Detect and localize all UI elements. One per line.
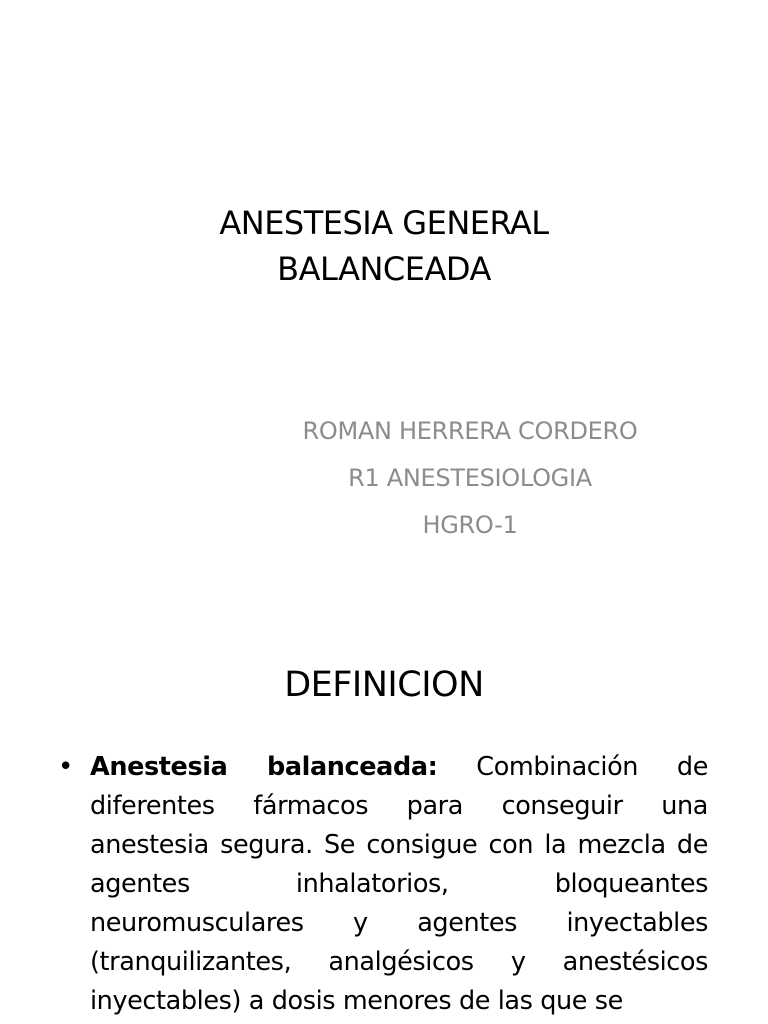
slide-title-line-2: BALANCEADA (277, 250, 491, 288)
author-institution: HGRO-1 (422, 511, 518, 539)
definition-term: Anestesia balanceada: (90, 752, 438, 782)
author-name: ROMAN HERRERA CORDERO (302, 417, 638, 445)
definition-heading: DEFINICION (284, 665, 484, 705)
definition-body: Combinación de diferentes fármacos para conseguir una anestesia segura. Se consigue con la mezcla de agentes inhalatorios, bloqueantes neuromusculares y agentes inyectables (tranquilizantes, analgésicos y anestésicos inyectables) a dosis menores de las que se (90, 752, 708, 1016)
slide-title-line-1: ANESTESIA GENERAL (219, 204, 549, 242)
definition-text (90, 748, 708, 1021)
author-role: R1 ANESTESIOLOGIA (348, 464, 592, 492)
definition-bullet (58, 748, 708, 1021)
bullet-marker: • (58, 752, 74, 782)
slide-subtitle (170, 408, 768, 549)
definition-slide (0, 576, 768, 1024)
slide-title (0, 200, 768, 292)
